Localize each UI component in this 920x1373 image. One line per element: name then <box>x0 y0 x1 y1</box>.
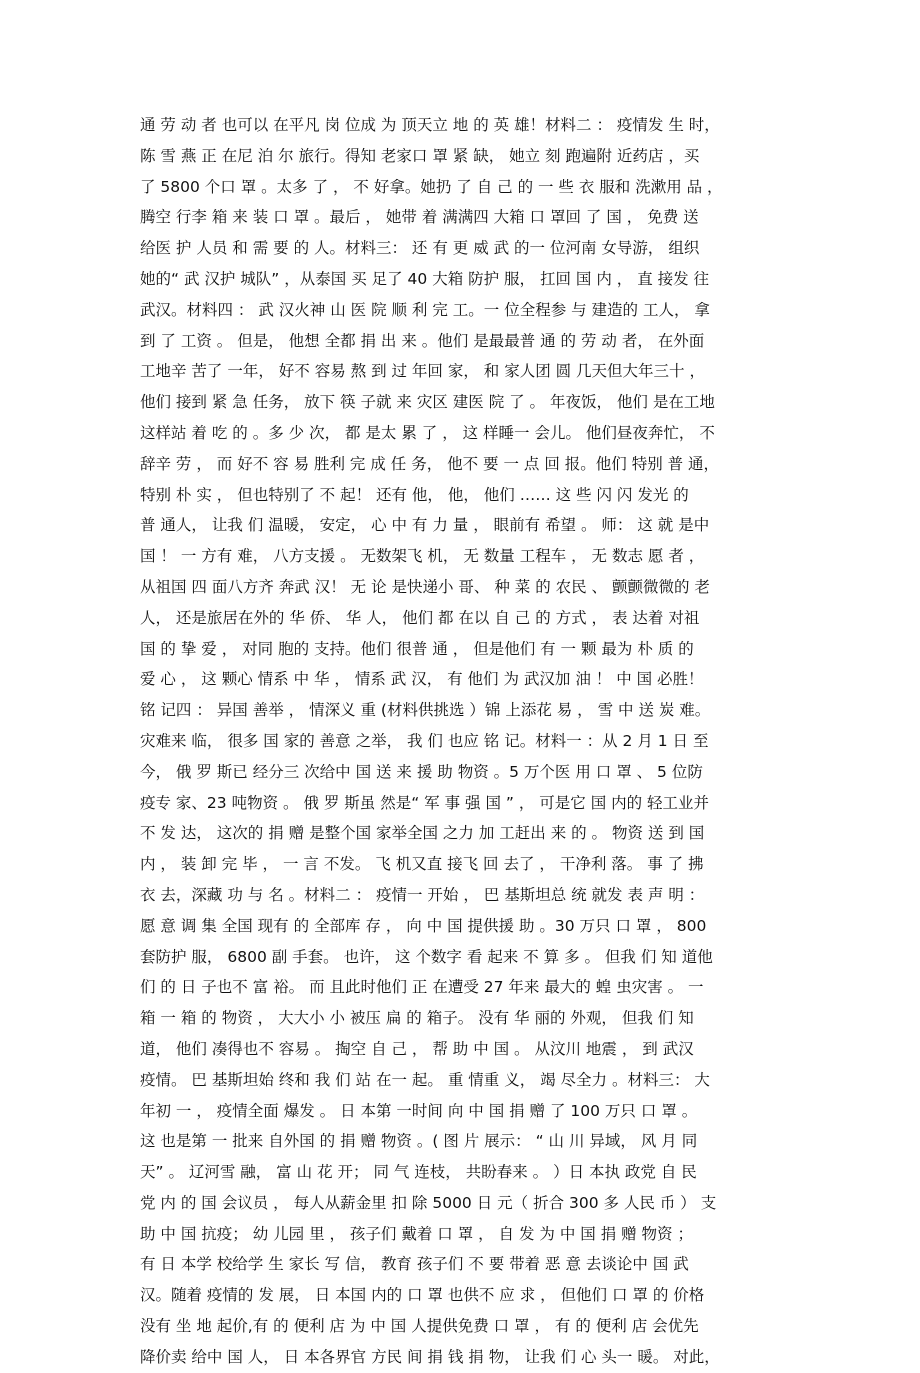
text-line: 特别 朴 实 ， 但也特别了 不 起！ 还有 他， 他， 他们 …… 这 些 闪 闪 发光 的 <box>140 485 689 504</box>
text-line: 今， 俄 罗 斯已 经分三 次给中 国 送 来 援 助 物资 。5 万个医 用 口 罩 、 5 位防 <box>140 762 703 781</box>
text-line: 他们 接到 紧 急 任务， 放下 筷 子就 来 灾区 建医 院 了 。 年夜饭， 他们 是在工地 <box>140 393 715 412</box>
text-line: 衣 去，深藏 功 与 名 。材料二 ： 疫情一 开始 ， 巴 基斯坦总 统 就发 表 声 明 ： <box>140 885 705 904</box>
text-line: 铭 记四 ： 异国 善举 ， 情深义 重 (材料供挑选 ）锦 上添花 易 ， 雪 中 送 炭 难。 <box>140 701 711 720</box>
text-line: 有 日 本学 校给学 生 家长 写 信， 教育 孩子们 不 要 带着 恶 意 去谈论中 国 武 <box>140 1255 689 1274</box>
text-line: 这样站 着 吃 的 。多 少 次， 都 是太 累 了 ， 这 样睡一 会儿。 他们昼夜奔忙， 不 <box>140 423 715 442</box>
text-line: 人， 还是旅居在外的 华 侨、 华 人， 他们 都 在以 自 己 的 方式 ， 表 达着 对祖 <box>140 608 700 627</box>
text-line: 普 通人， 让我 们 温暖， 安定， 心 中 有 力 量 ， 眼前有 希望 。 师： 这 就 是中 <box>140 516 710 535</box>
text-line: 爱 心 ， 这 颗心 情系 中 华 ， 情系 武 汉， 有 他们 为 武汉加 油 ！ 中 国 必胜！ <box>140 670 704 689</box>
text-line: 给医 护 人员 和 需 要 的 人。材料三： 还 有 更 威 武 的一 位河南 女导游， 组织 <box>140 239 700 258</box>
text-line: 国 ！ 一 方有 难， 八方支援 。 无数架飞 机， 无 数量 工程车 ， 无 数志 愿 者 ， <box>140 547 705 566</box>
text-line: 工地辛 苦了 一年， 好不 容易 熬 到 过 年回 家， 和 家人团 圆 几天但大年三十 ， <box>140 362 705 381</box>
text-line: 陈 雪 燕 正 在尼 泊 尔 旅行。得知 老家口 罩 紧 缺， 她立 刻 跑遍附 近药店 ，买 <box>140 146 700 165</box>
text-line: 腾空 行李 箱 来 装 口 罩 。最后 ， 她带 着 满满四 大箱 口 罩回 了 国 ， 免费 送 <box>140 208 699 227</box>
text-line: 灾难来 临， 很多 国 家的 善意 之举， 我 们 也应 铭 记。材料一 ：从 2 月 1 日 至 <box>140 731 709 750</box>
text-line: 道， 他们 凑得也不 容易 。 掏空 自 己 ， 帮 助 中 国 。 从汶川 地震 ， 到 武汉 <box>140 1039 694 1058</box>
text-line: 没有 坐 地 起价,有 的 便利 店 为 中 国 人提供免费 口 罩 ， 有 的 便利 店 会优先 <box>140 1317 699 1336</box>
text-line: 疫情。 巴 基斯坦始 终和 我 们 站 在一 起。 重 情重 义， 竭 尽全力 。材料三： 大 <box>140 1070 710 1089</box>
text-line: 天” 。 辽河雪 融， 富 山 花 开； 同 气 连枝， 共盼春来 。 ）日 本执 政党 自 民 <box>140 1163 697 1182</box>
text-line: 疫专 家、23 吨物资 。 俄 罗 斯虽 然是“ 军 事 强 国 ” ， 可是它 国 内的 轻工业并 <box>140 793 710 812</box>
body-text <box>140 110 800 1373</box>
text-line: 她的“ 武 汉护 城队” ，从泰国 买 足了 40 大箱 防护 服， 扛回 国 内 ， 直 接发 往 <box>140 269 710 288</box>
text-line: 年初 一 ， 疫情全面 爆发 。 日 本第 一时间 向 中 国 捐 赠 了 100 万只 口 罩 。 <box>140 1101 698 1120</box>
text-line: 通 劳 动 者 也可以 在平凡 岗 位成 为 顶天立 地 的 英 雄！材料二 ： 疫情发 生 时， <box>140 116 720 134</box>
text-line: 箱 一 箱 的 物资 ， 大大小 小 被压 扁 的 箱子。 没有 华 丽的 外观， 但我 们 知 <box>140 1009 694 1028</box>
text-line: 套防护 服， 6800 副 手套。 也许， 这 个数字 看 起来 不 算 多 。 但我 们 知 道他 <box>140 947 713 966</box>
text-line: 这 也是第 一 批来 自外国 的 捐 赠 物资 。( 图 片 展示： “ 山 川 异域， 风 月 同 <box>140 1132 698 1151</box>
text-line: 降价卖 给中 国 人， 日 本各界官 方民 间 捐 钱 捐 物， 让我 们 心 头一 暖。 对此， <box>140 1347 720 1366</box>
text-line: 们 的 日 子也不 富 裕。 而 且此时他们 正 在遭受 27 年来 最大的 蝗 虫灾害 。 一 <box>140 978 704 997</box>
text-line: 不 发 达， 这次的 捐 赠 是整个国 家举全国 之力 加 工赶出 来 的 。 物资 送 到 国 <box>140 824 705 843</box>
text-line: 武汉。材料四 ： 武 汉火神 山 医 院 顺 利 完 工。一 位全程参 与 建造的 工人， 拿 <box>140 300 710 319</box>
text-line: 从祖国 四 面八方齐 奔武 汉！ 无 论 是快递小 哥、 种 菜 的 农民 、 颤颤微微的 老 <box>140 577 710 596</box>
text-line: 辞辛 劳 ， 而 好不 容 易 胜利 完 成 任 务， 他不 要 一 点 回 报。他们 特别 普 通， <box>140 454 720 473</box>
text-line: 到 了 工资 。 但是， 他想 全都 捐 出 来 。他们 是最最普 通 的 劳 动 者， 在外面 <box>140 331 705 350</box>
text-line: 愿 意 调 集 全国 现有 的 全部库 存 ， 向 中 国 提供援 助 。30 万只 口 罩 ， 800 <box>140 916 707 935</box>
text-line: 国 的 挚 爱 ， 对同 胞的 支持。他们 很普 通 ， 但是他们 有 一 颗 最为 朴 质 的 <box>140 639 694 658</box>
text-line: 汉。随着 疫情的 发 展， 日 本国 内的 口 罩 也供不 应 求 ， 但他们 口 罩 的 价格 <box>140 1286 705 1305</box>
text-line: 助 中 国 抗疫； 幼 儿园 里 ， 孩子们 戴着 口 罩 ， 自 发 为 中 国 捐 赠 物资 ； <box>140 1224 693 1243</box>
text-line: 党 内 的 国 会议员 ， 每人从薪金里 扣 除 5000 日 元（ 折合 300 多 人民 币 ） 支 <box>140 1193 717 1212</box>
text-line: 了 5800 个口 罩 。太多 了 ， 不 好拿。她扔 了 自 己 的 一 些 衣 服和 洗漱用 品 ， <box>140 177 723 196</box>
text-line: 内 ， 装 卸 完 毕 ， 一 言 不发。 飞 机又直 接飞 回 去了 ， 干净利 落。 事 了 拂 <box>140 855 704 874</box>
